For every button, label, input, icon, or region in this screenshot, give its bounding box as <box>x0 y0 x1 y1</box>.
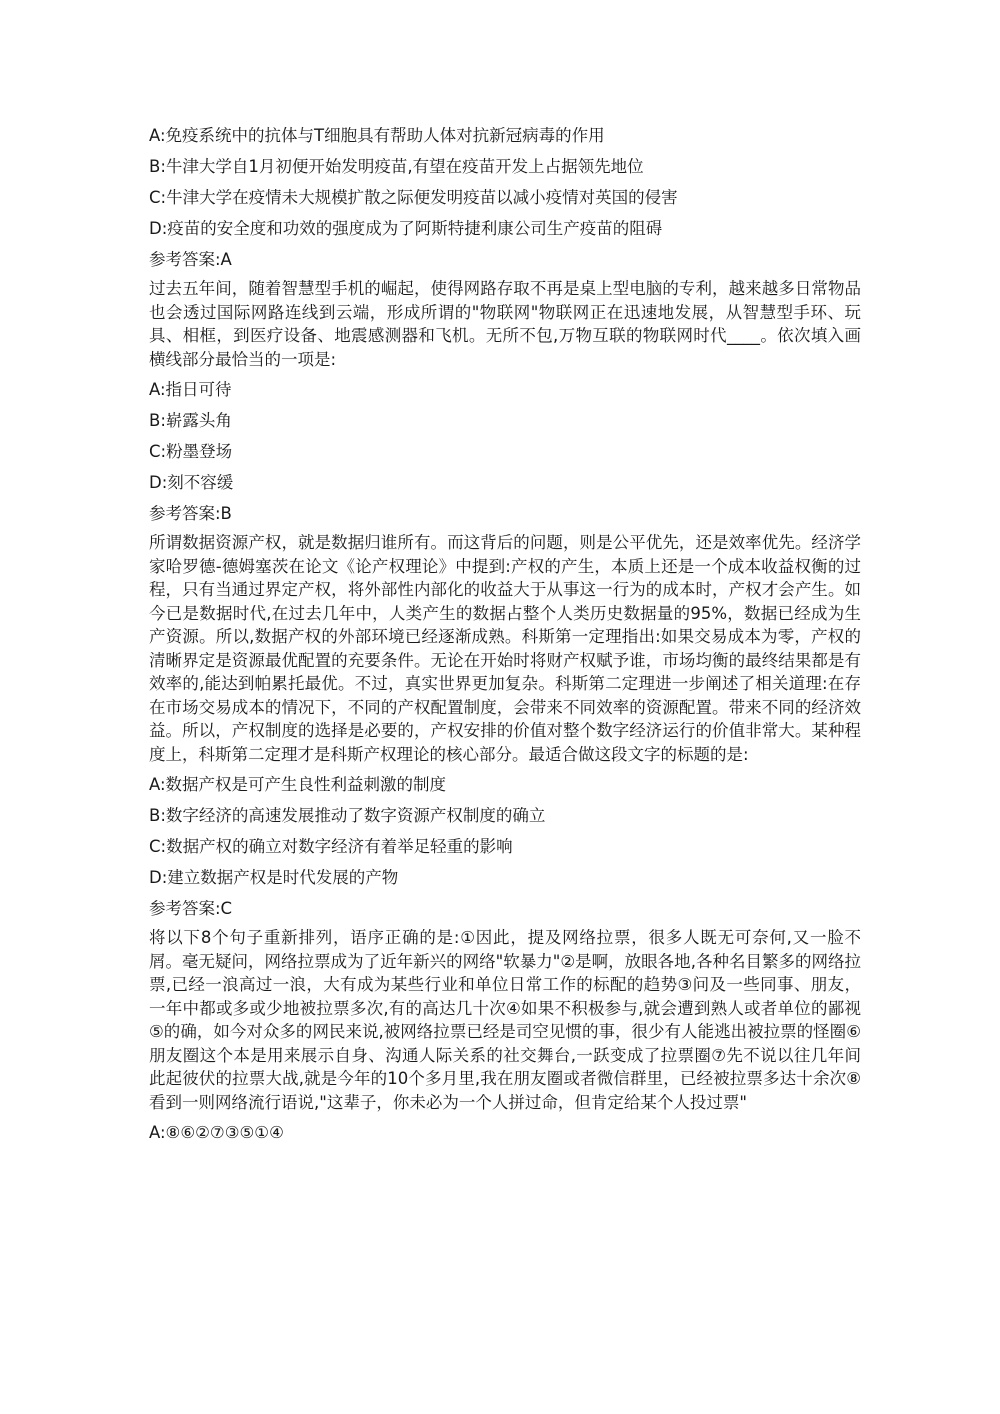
q3-answer: 参考答案:C <box>149 899 233 918</box>
q3-option-d: D:建立数据产权是时代发展的产物 <box>149 868 399 887</box>
q1-option-d: D:疫苗的安全度和功效的强度成为了阿斯特捷利康公司生产疫苗的阻碍 <box>149 219 663 238</box>
q3-option-b: B:数字经济的高速发展推动了数字资源产权制度的确立 <box>149 806 546 825</box>
q1-option-a: A:免疫系统中的抗体与T细胞具有帮助人体对抗新冠病毒的作用 <box>149 126 605 145</box>
q2-option-c: C:粉墨登场 <box>149 442 233 461</box>
q1-answer: 参考答案:A <box>149 250 232 269</box>
q3-stem: 所谓数据资源产权，就是数据归谁所有。而这背后的问题，则是公平优先，还是效率优先。经济学家哈罗德-德姆塞茨在论文《论产权理论》中提到:产权的产生，本质上还是一个成本收益权衡的过程，只有当通过界定产权，将外部性内部化的收益大于从事这一行为的成本时，产权才会产生。如今已是数据时代,在过去几年中，人类产生的数据占整个人类历史数据量的95%，数据已经成为生产资源。所以,数据产权的外部环境已经逐渐成熟。科斯第一定理指出:如果交易成本为零，产权的清晰界定是资源最优配置的充要条件。无论在开始时将财产权赋予谁，市场均衡的最终结果都是有效率的,能达到帕累托最优。不过，真实世界更加复杂。科斯第二定理进一步阐述了相关道理:在存在市场交易成本的情况下，不同的产权配置制度，会带来不同效率的资源配置。带来不同的经济效益。所以，产权制度的选择是必要的，产权安排的价值对整个数字经济运行的价值非常大。某种程度上，科斯第二定理才是科斯产权理论的核心部分。最适合做这段文字的标题的是: <box>149 533 861 764</box>
q2-option-b: B:崭露头角 <box>149 411 232 430</box>
q4-stem: 将以下8个句子重新排列，语序正确的是:①因此，提及网络拉票，很多人既无可奈何,又一脸不屑。毫无疑问，网络拉票成为了近年新兴的网络"软暴力"②是啊，放眼各地,各种名目繁多的网络拉票,已经一浪高过一浪，大有成为某些行业和单位日常工作的标配的趋势③问及一些同事、朋友，一年中都或多或少地被拉票多次,有的高达几十次④如果不积极参与,就会遭到熟人或者单位的鄙视⑤的确，如今对众多的网民来说,被网络拉票已经是司空见惯的事，很少有人能逃出被拉票的怪圈⑥朋友圈这个本是用来展示自身、沟通人际关系的社交舞台,一跃变成了拉票圈⑦先不说以往几年间此起彼伏的拉票大战,就是今年的10个多月里,我在朋友圈或者微信群里，已经被拉票多达十余次⑧看到一则网络流行语说,"这辈子，你未必为一个人拼过命，但肯定给某个人投过票" <box>149 928 861 1112</box>
q1-option-b: B:牛津大学自1月初便开始发明疫苗,有望在疫苗开发上占据领先地位 <box>149 157 644 176</box>
q3-option-a: A:数据产权是可产生良性利益刺激的制度 <box>149 775 447 794</box>
q2-answer: 参考答案:B <box>149 504 232 523</box>
document-page <box>149 120 861 1148</box>
q4-option-a: A:⑧⑥②⑦③⑤①④ <box>149 1123 284 1142</box>
q2-option-d: D:刻不容缓 <box>149 473 234 492</box>
q2-option-a: A:指日可待 <box>149 380 232 399</box>
q3-option-c: C:数据产权的确立对数字经济有着举足轻重的影响 <box>149 837 513 856</box>
q1-option-c: C:牛津大学在疫情未大规模扩散之际便发明疫苗以减小疫情对英国的侵害 <box>149 188 678 207</box>
q2-stem: 过去五年间，随着智慧型手机的崛起，使得网路存取不再是桌上型电脑的专利，越来越多日常物品也会透过国际网路连线到云端，形成所谓的"物联网"物联网正在迅速地发展，从智慧型手环、玩具、相框，到医疗设备、地震感测器和飞机。无所不包,万物互联的物联网时代____。依次填入画横线部分最恰当的一项是: <box>149 279 861 369</box>
